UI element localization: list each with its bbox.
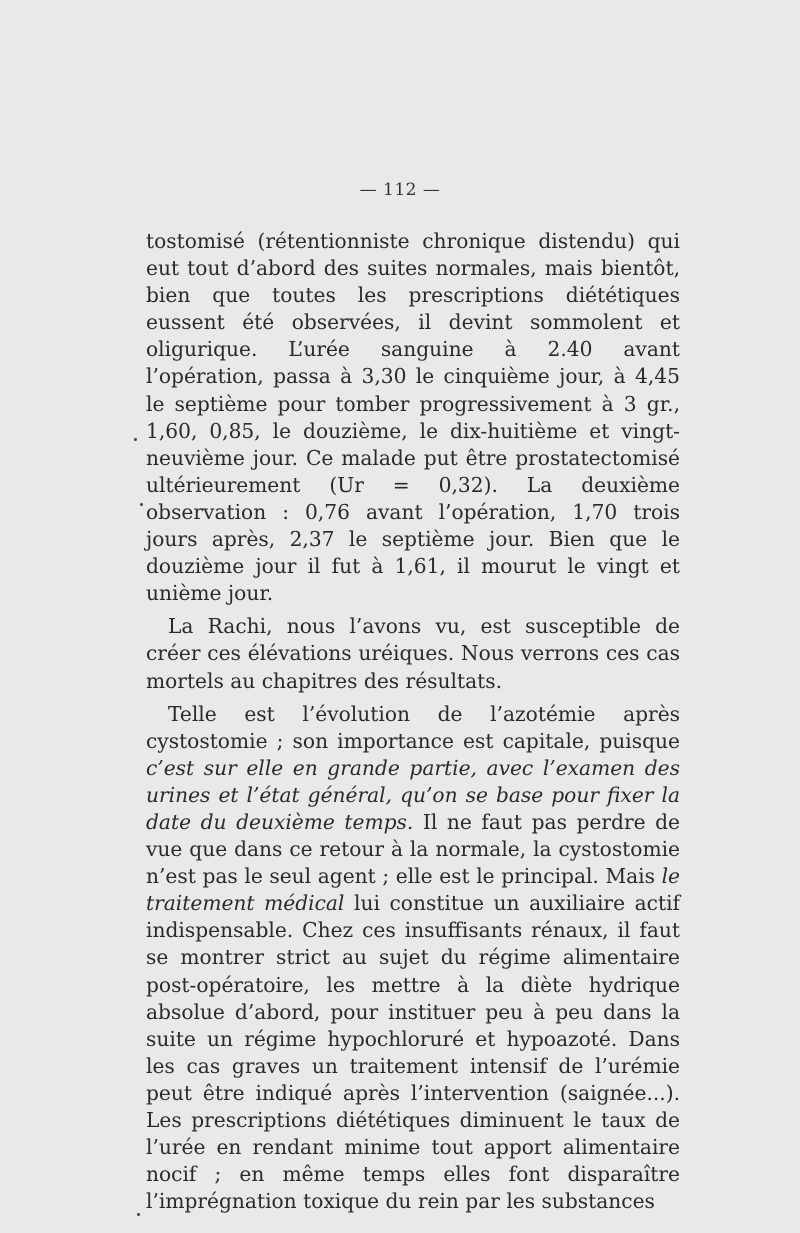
paragraph-3-text-a: Telle est l’évolution de l’azotémie après cystostomie ; son importance est capitale, puisque: [146, 701, 680, 753]
paragraph-3: [146, 701, 680, 1216]
paragraph-3-text-c: lui constitue un auxiliaire actif indispensable. Chez ces insuffisants rénaux, il faut se montrer strict au sujet du régime alimentaire post-opératoire, les mettre à la diète hydrique absolue d’abord, pour instituer peu à peu dans la suite un régime hypochloruré et hypoazoté. Dans les cas graves un traitement intensif de l’urémie peut être indiqué après l’intervention (saignée...). Les prescriptions diététiques diminuent le taux de l’urée en rendant minime tout apport alimentaire nocif ; en même temps elles font disparaître l’imprégnation toxique du rein par les substances: [146, 891, 681, 1214]
page-number: — 112 —: [359, 180, 441, 200]
body-text: [146, 228, 680, 1215]
paragraph-1: [146, 228, 680, 607]
print-speck: [134, 438, 137, 441]
paragraph-2: [146, 613, 680, 694]
print-speck: [137, 1213, 140, 1216]
paragraph-3-italic-a: c’est sur elle en grande partie, avec l’examen des urines et l’état général, qu’on se base pour fixer la date du deuxième temps.: [146, 755, 680, 834]
paragraph-1-text: tostomisé (rétentionniste chronique distendu) qui eut tout d’abord des suites normales, mais bientôt, bien que toutes les prescriptions diététiques eussent été observées, il devint sommolent et oligurique. L’urée sanguine à 2.40 avant l’opération, passa à 3,30 le cinquième jour, à 4,45 le septième pour tomber progressivement à 3 gr., 1,60, 0,85, le douzième, le dix-huitième et vingt-neuvième jour. Ce malade put être prostatectomisé ultérieurement (Ur = 0,32). La deuxième observation : 0,76 avant l’opération, 1,70 trois jours après, 2,37 le septième jour. Bien que le douzième jour il fut à 1,61, il mourut le vingt et unième jour.: [146, 229, 680, 606]
paragraph-2-text: La Rachi, nous l’avons vu, est susceptible de créer ces élévations uréiques. Nous verrons ces cas mortels au chapitres des résultats.: [146, 614, 680, 693]
paragraph-3-italic-b: le traitement médical: [146, 864, 680, 916]
print-speck: [140, 503, 143, 506]
paragraph-3-text-b: Il ne faut pas perdre de vue que dans ce retour à la normale, la cystostomie n’est pas le seul agent ; elle est le principal. Mais: [146, 809, 680, 889]
